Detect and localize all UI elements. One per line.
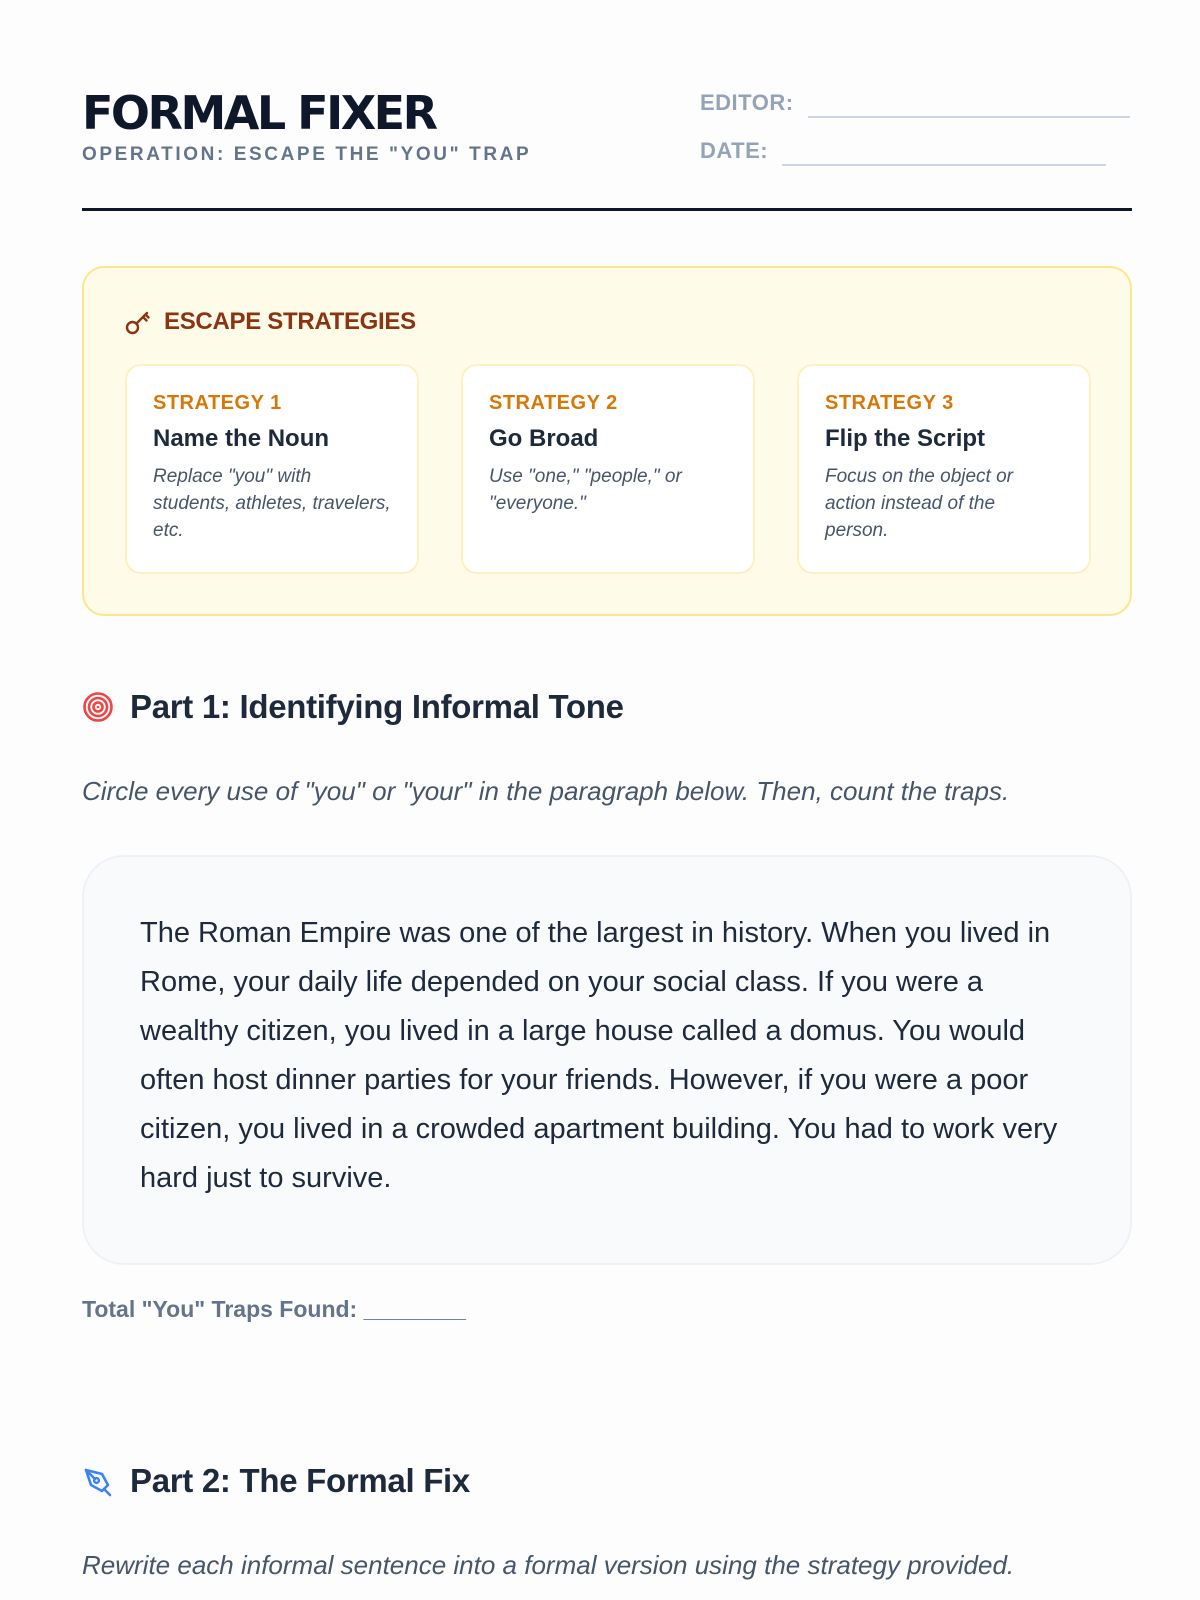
header	[82, 82, 1132, 212]
strategy-name: Name the Noun	[153, 425, 330, 452]
strategies-title: ESCAPE STRATEGIES	[164, 308, 416, 335]
page-subtitle: OPERATION: ESCAPE THE "YOU" TRAP	[82, 144, 532, 165]
strategies-heading	[124, 308, 416, 336]
strategy-cards	[125, 364, 1091, 574]
date-field	[700, 138, 1106, 164]
reading-paragraph-box	[82, 855, 1132, 1265]
strategies-panel	[82, 266, 1132, 616]
page-title: FORMAL FIXER	[82, 86, 436, 140]
editor-blank-line[interactable]	[808, 116, 1130, 118]
part2-title: Part 2: The Formal Fix	[130, 1462, 470, 1499]
strategy-card-2	[461, 364, 755, 574]
target-icon	[82, 691, 114, 723]
part1-instruction: Circle every use of "you" or "your" in the paragraph below. Then, count the traps.	[82, 776, 1010, 806]
strategy-tag: STRATEGY 1	[153, 392, 282, 414]
strategy-description: Replace "you" with students, athletes, travelers, etc.	[153, 466, 391, 541]
strategy-description: Focus on the object or action instead of the person.	[825, 466, 1013, 541]
editor-field	[700, 90, 1130, 116]
part1-title: Part 1: Identifying Informal Tone	[130, 688, 624, 725]
header-divider	[82, 208, 1132, 211]
strategy-card-1	[125, 364, 419, 574]
trap-count-field[interactable]: Total "You" Traps Found: ________	[82, 1296, 466, 1322]
editor-label: EDITOR:	[700, 90, 794, 115]
part1-heading	[82, 688, 624, 726]
strategy-tag: STRATEGY 3	[825, 392, 954, 414]
strategy-description: Use "one," "people," or "everyone."	[489, 466, 682, 514]
key-icon	[124, 308, 152, 336]
reading-paragraph: The Roman Empire was one of the largest in history. When you lived in Rome, your daily life depended on your social class. If you were a wealthy citizen, you lived in a large house called a domus. You would often host dinner parties for your friends. However, if you were a poor citizen, you lived in a crowded apartment building. You had to work very hard just to survive.	[140, 917, 1058, 1194]
strategy-name: Go Broad	[489, 425, 599, 452]
strategy-name: Flip the Script	[825, 425, 986, 452]
part2-heading	[82, 1462, 470, 1500]
part2-instruction: Rewrite each informal sentence into a formal version using the strategy provided.	[82, 1550, 1015, 1580]
date-blank-line[interactable]	[782, 164, 1106, 166]
pen-icon	[82, 1465, 114, 1497]
strategy-tag: STRATEGY 2	[489, 392, 618, 414]
strategy-card-3	[797, 364, 1091, 574]
date-label: DATE:	[700, 138, 769, 163]
